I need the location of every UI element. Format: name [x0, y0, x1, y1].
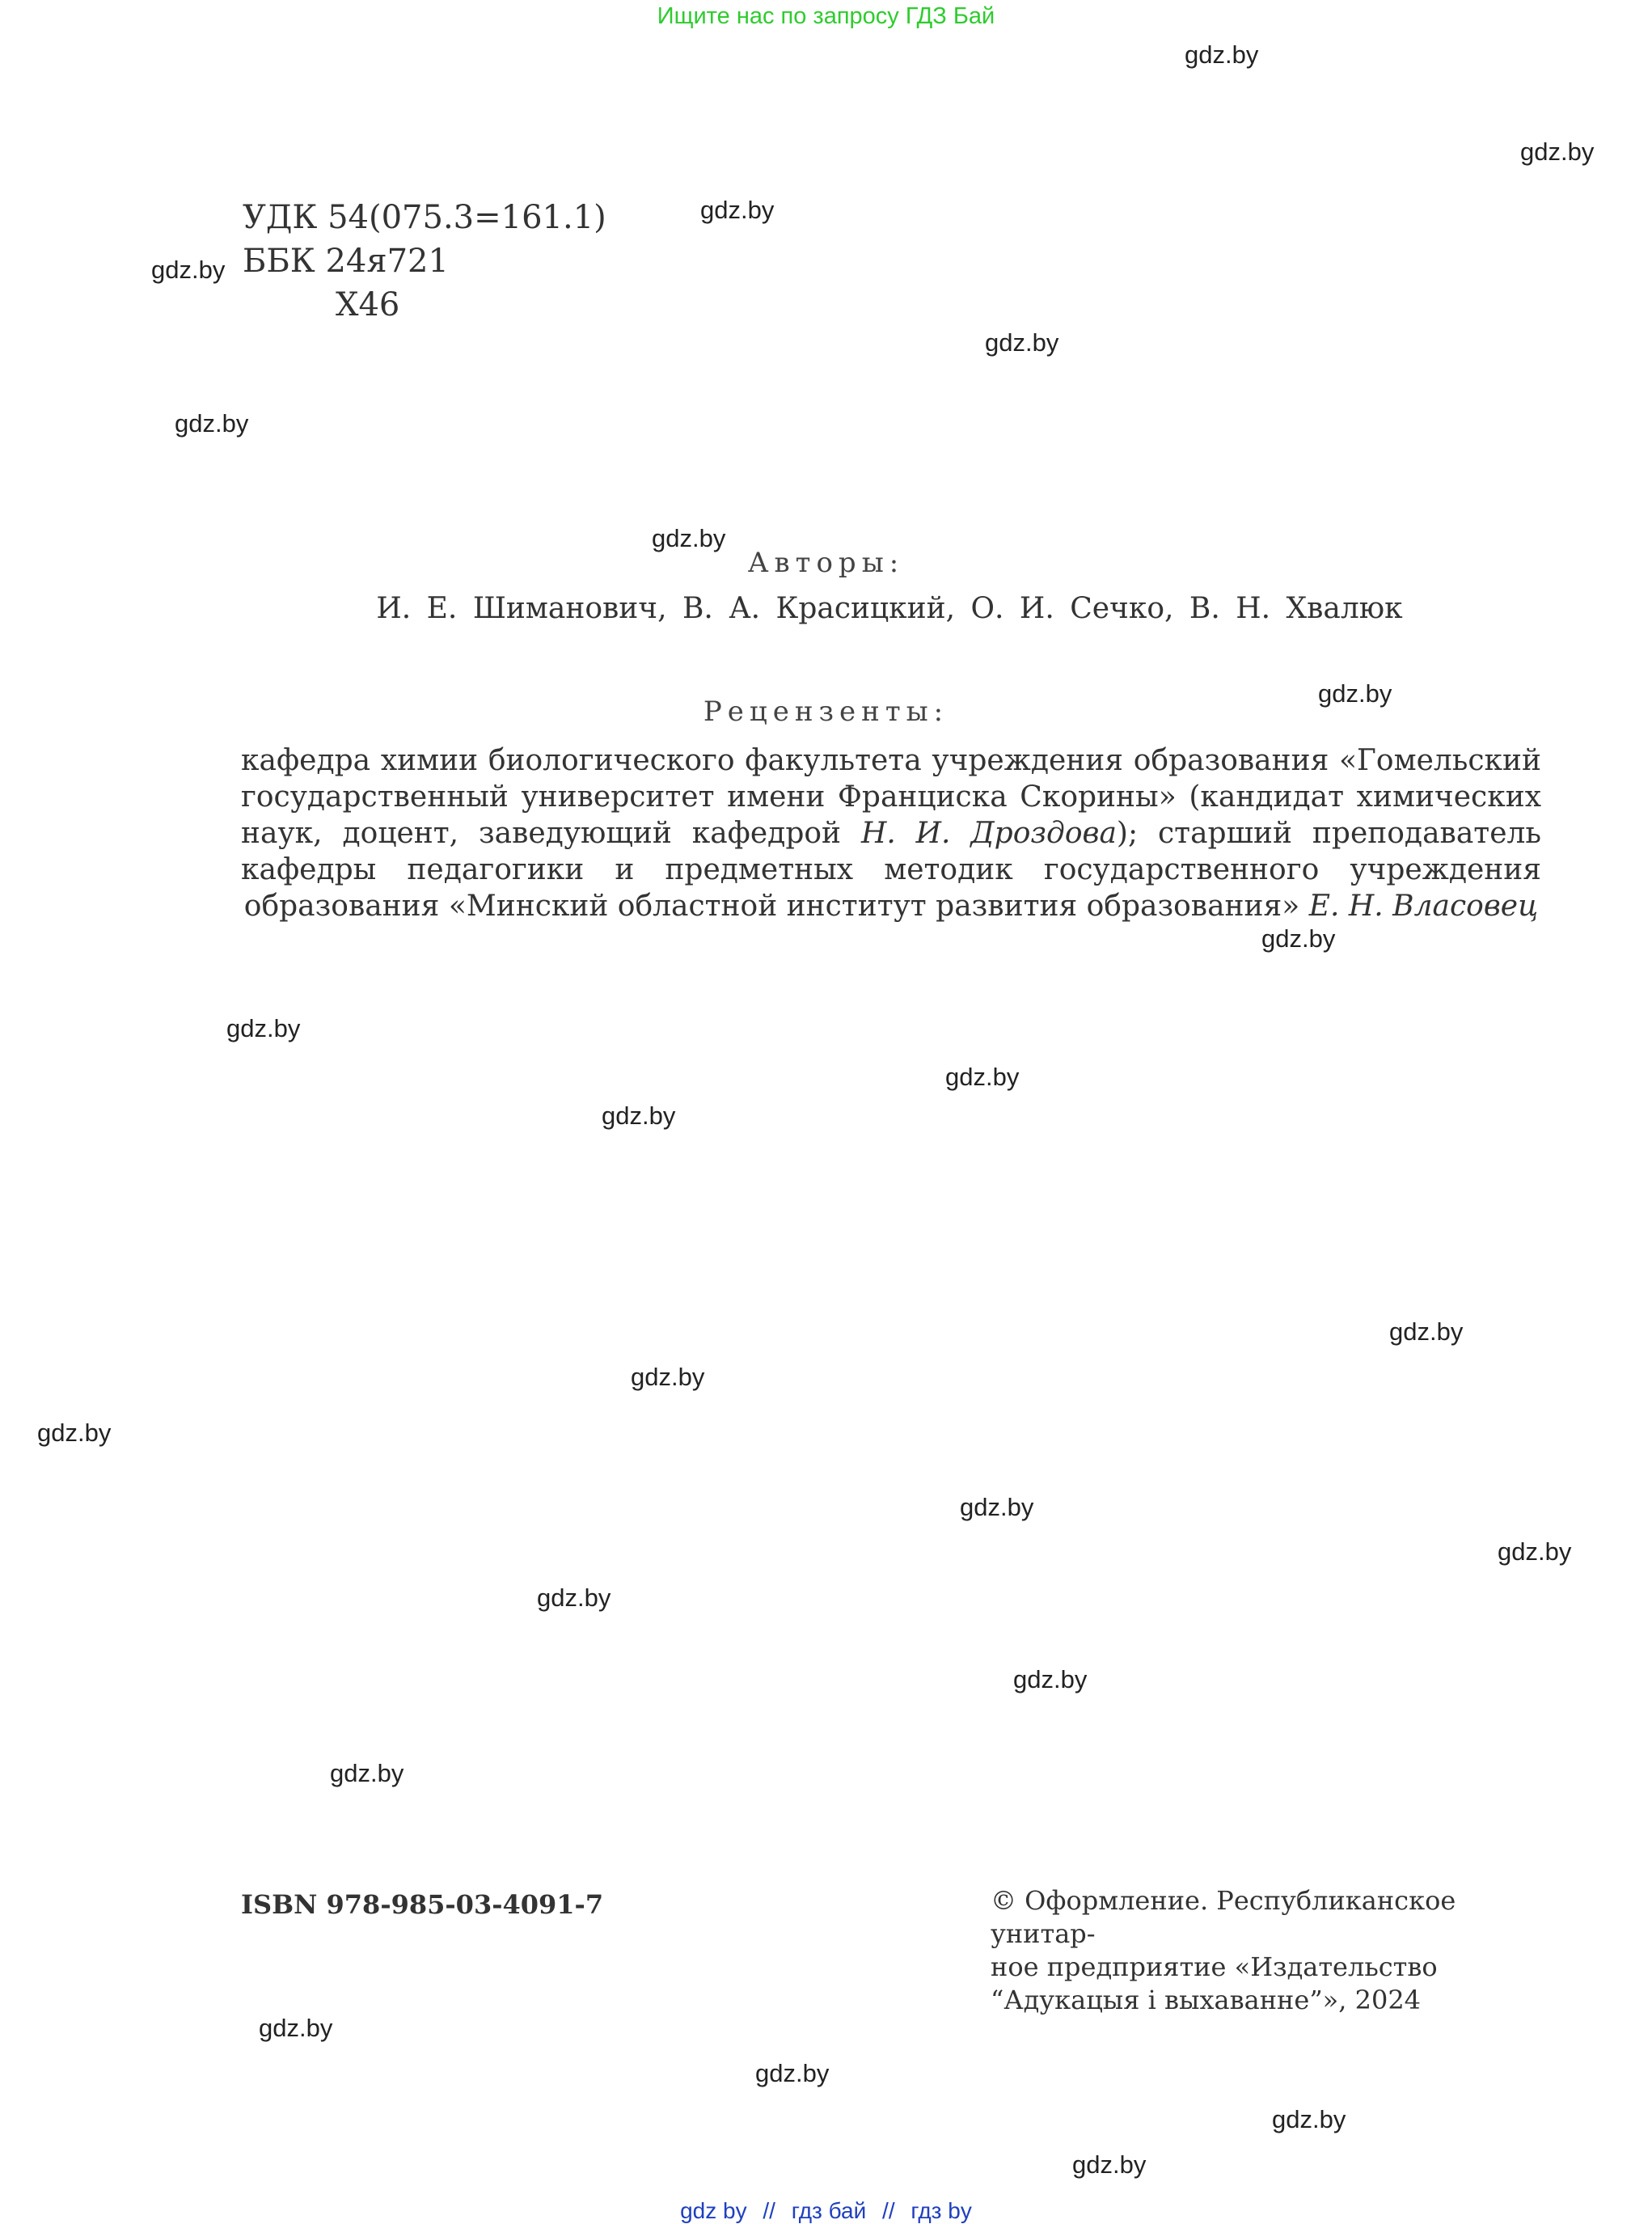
footer-separator: // — [882, 2198, 895, 2223]
authors-list: И. Е. Шиманович, В. А. Красицкий, О. И. Сечко, В. Н. Хвалюк — [376, 592, 1403, 625]
copyright-line: ное предприятие «Издательство — [991, 1951, 1438, 1982]
watermark: gdz.by — [602, 1101, 676, 1130]
watermark: gdz.by — [537, 1583, 611, 1612]
watermark: gdz.by — [226, 1014, 301, 1042]
footer-link-gdz-by[interactable]: gdz by — [680, 2198, 747, 2223]
footer-separator: // — [763, 2198, 775, 2223]
watermark: gdz.by — [1498, 1537, 1572, 1566]
watermark: gdz.by — [1013, 1665, 1088, 1693]
watermark: gdz.by — [985, 328, 1059, 357]
watermark: gdz.by — [755, 2059, 830, 2087]
watermark: gdz.by — [1261, 924, 1336, 953]
watermark: gdz.by — [1185, 40, 1259, 69]
author-mark-code: Х46 — [336, 286, 400, 323]
reviewer-name: Н. И. Дроздова — [860, 817, 1117, 850]
reviewers-text — [241, 742, 1541, 924]
watermark: gdz.by — [945, 1063, 1020, 1091]
reviewers-block — [241, 742, 1541, 924]
bottom-links — [0, 2198, 1652, 2224]
reviewers-text-part: ); старший преподаватель кафедры педагогики и предметных методик государственного учреждения образования «Минский областной институт развития образования» — [241, 817, 1541, 923]
reviewers-heading: Рецензенты: — [703, 696, 949, 728]
watermark: gdz.by — [330, 1759, 404, 1787]
watermark: gdz.by — [1318, 679, 1392, 708]
watermark: gdz.by — [631, 1363, 705, 1391]
authors-heading: Авторы: — [747, 547, 905, 579]
watermark: gdz.by — [259, 2014, 333, 2042]
copyright-block — [991, 1884, 1540, 2017]
watermark: gdz.by — [1389, 1317, 1464, 1346]
watermark: gdz.by — [1272, 2105, 1346, 2133]
watermark: gdz.by — [700, 196, 775, 224]
reviewer-name: Е. Н. Власовец — [1308, 890, 1539, 923]
watermark: gdz.by — [151, 256, 226, 284]
watermark: gdz.by — [1520, 137, 1595, 166]
watermark: gdz.by — [175, 409, 249, 438]
footer-link-gdz-bai[interactable]: гдз бай — [791, 2198, 867, 2223]
watermark: gdz.by — [960, 1493, 1034, 1521]
top-banner[interactable]: Ищите нас по запросу ГДЗ Бай — [657, 3, 995, 29]
watermark: gdz.by — [1072, 2150, 1147, 2179]
footer-link-gdz-by-cyr[interactable]: гдз by — [911, 2198, 972, 2223]
bbk-code: ББК 24я721 — [243, 243, 449, 280]
udk-code: УДК 54(075.3=161.1) — [243, 199, 606, 236]
watermark: gdz.by — [37, 1419, 112, 1447]
copyright-line: © Оформление. Республиканское унитар- — [991, 1885, 1456, 1949]
watermark: gdz.by — [652, 524, 726, 552]
isbn: ISBN 978-985-03-4091-7 — [241, 1889, 604, 1920]
copyright-line: “Адукацыя і выхаванне”», 2024 — [991, 1985, 1422, 2015]
reviewers-text-part: кафедра химии биологического факультета учреждения образования «Гомельский государственный университет имени Франциска Скорины» (кандидат химических наук, доцент, заведующий кафедрой — [241, 744, 1541, 850]
